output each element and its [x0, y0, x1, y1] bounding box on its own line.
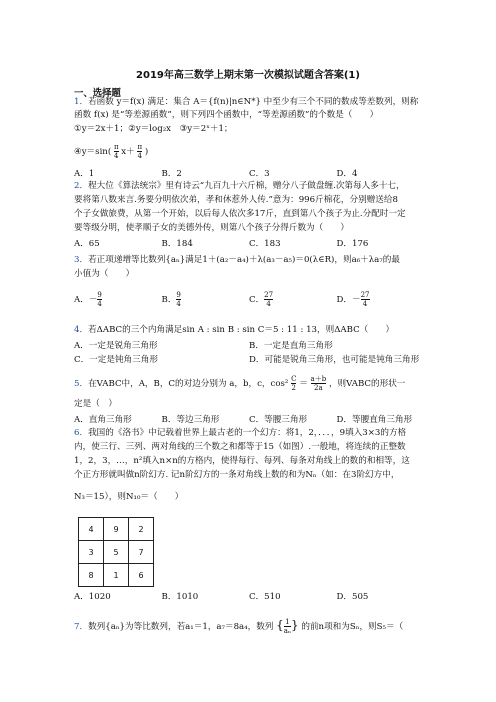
q3-options: [74, 291, 424, 308]
q4-option-b[interactable]: B．一定是直角三角形: [249, 341, 333, 351]
table-cell: 7: [129, 541, 154, 564]
q7-text-post: 的前n项和为Sₙ，则S₅＝（: [301, 622, 404, 632]
frac-denominator: 2a: [314, 384, 323, 392]
frac-numerator: 9: [176, 291, 181, 299]
q3-option-a[interactable]: [74, 291, 162, 308]
table-cell: 1: [104, 564, 129, 587]
q7-frac: [284, 618, 291, 635]
q3-line-1: [74, 255, 400, 266]
table-cell: 3: [79, 541, 104, 564]
q7-brace-left: {: [276, 618, 284, 632]
q6-text-1: 我国的《洛书》中记载着世界上最古老的一个幻方：将1，2，．．．，9填入3×3的方格: [88, 428, 407, 438]
q2-number: 2．: [74, 181, 89, 191]
q1-fn4-suffix: ): [144, 147, 149, 157]
q3-text-1: 若正项递增等比数列{aₙ}满足1＋(a₂－a₄)＋λ(a₃－a₅)＝0(λ∈R)，则a₆＋λa₇的最: [88, 255, 400, 265]
frac-denominator: 4: [362, 300, 368, 308]
frac-numerator: 9: [97, 291, 102, 299]
option-fraction: [361, 291, 370, 308]
q7-brace-right: }: [290, 618, 299, 632]
frac-numerator: 1: [285, 618, 290, 626]
frac-denominator: 4: [176, 300, 181, 308]
table-cell: 8: [79, 564, 104, 587]
q5-line-2: 定是（ ）: [74, 399, 117, 409]
q7-number: 7．: [74, 622, 89, 632]
option-label: C．: [249, 295, 265, 305]
q4-line-1: [74, 325, 394, 336]
option-label: A．－: [74, 295, 98, 305]
q5-options: [74, 413, 424, 425]
q1-functions: ①y＝2x＋1；②y＝log₂x ③y＝2ˣ＋1；: [74, 124, 233, 134]
frac-denominator: 4: [97, 300, 102, 308]
option-label: B．: [161, 295, 177, 305]
table-cell: 4: [79, 518, 104, 541]
q1-line-1: [74, 97, 418, 108]
table-cell: 6: [129, 564, 154, 587]
q5-option-d[interactable]: D．等腰直角三角形: [336, 415, 413, 425]
frac-numerator: 27: [264, 291, 274, 299]
q2-option-d[interactable]: D．176: [336, 239, 369, 249]
frac-denominator: 4: [114, 152, 119, 160]
table-cell: 9: [104, 518, 129, 541]
q4-option-a[interactable]: A．一定是锐角三角形: [74, 341, 158, 351]
q1-option-a[interactable]: A．1: [74, 169, 95, 179]
q5-frac-1: [291, 375, 296, 392]
frac-numerator: π: [137, 143, 143, 151]
table-row: [79, 564, 154, 587]
q4-number: 4．: [74, 325, 89, 335]
q5-text-pre: 在VABC中，A，B，C的对边分别为 a，b，c，cos²: [88, 379, 289, 389]
q3-option-c[interactable]: [249, 291, 337, 308]
q5-option-c[interactable]: C．等腰三角形: [249, 415, 308, 425]
q2-options: [74, 237, 424, 249]
q1-line-2: 函数 f(x) 是“等差源函数”，则下列四个函数中，“等差源函数”的个数是（ ）: [74, 110, 379, 120]
frac-numerator: C: [291, 375, 297, 383]
q4-text-1: 若ΔABC的三个内角满足sin A : sin B : sin C＝5 : 11 : 13，则ΔABC（ ）: [88, 325, 395, 335]
q5-equals: ＝: [299, 379, 308, 389]
q1-option-c[interactable]: C．3: [249, 169, 270, 179]
q3-option-b[interactable]: [162, 291, 250, 308]
page-title: 2019年高三数学上期末第一次模拟试题含答案(1): [136, 70, 360, 81]
frac-numerator: 27: [360, 291, 370, 299]
q3-line-2: 小值为（ ）: [74, 269, 135, 279]
q6-option-b[interactable]: B．1010: [161, 592, 199, 602]
q2-option-c[interactable]: C．183: [249, 239, 281, 249]
q1-option-d[interactable]: D．4: [336, 169, 358, 179]
q1-fn4-mid: x＋: [121, 147, 135, 157]
q5-text-post: ，则VABC的形状一: [328, 379, 406, 389]
q6-number: 6．: [74, 428, 89, 438]
q6-option-c[interactable]: C．510: [249, 592, 281, 602]
q5-frac-2: [311, 375, 327, 392]
frac-denominator: 2: [291, 384, 297, 392]
section-heading: 一、选择题: [74, 88, 121, 99]
q1-option-b[interactable]: B．2: [161, 169, 182, 179]
option-fraction: [264, 291, 273, 308]
frac-numerator: π: [113, 143, 119, 151]
q4-option-c[interactable]: C．一定是钝角三角形: [74, 355, 158, 365]
q2-line-2: 要将第八数来言.务要分明依次弟，孝和休惹外人传.”意为：996斤棉花，分别赠送给8: [74, 195, 398, 205]
table-row: [79, 541, 154, 564]
frac-denominator: 4: [266, 300, 271, 308]
q2-line-4: 要等级分明，使孝顺子女的美德外传，则第八个孩子分得斤数为（ ）: [74, 223, 350, 233]
q6-options: [74, 590, 424, 602]
q6-line-1: [74, 428, 406, 439]
q4-option-d[interactable]: D．可能是锐角三角形，也可能是钝角三角形: [249, 355, 420, 365]
q1-fn4-frac1: [114, 143, 119, 160]
magic-square-table: [78, 517, 154, 587]
q1-options: [74, 167, 424, 179]
q2-line-1: [74, 181, 405, 192]
q6-line-3: 1，2，3，…，n²填入n×n的方格内，使得每行、每列、每条对角线上的数的和相等，这: [74, 456, 410, 466]
q6-line-4: 个正方形就叫做n阶幻方. 记n阶幻方的一条对角线上数的和为Nₙ（如：在3阶幻方中，: [74, 470, 400, 480]
q3-number: 3．: [74, 255, 89, 265]
q1-fn4-prefix: ④y＝sin(: [74, 147, 112, 157]
table-row: [79, 518, 154, 541]
option-label: D．－: [336, 295, 361, 305]
q2-line-3: 个子女做旅费，从第一个开始，以后每人依次多17斤，直到第八个孩子为止.分配时一定: [74, 209, 406, 219]
option-fraction: [97, 291, 101, 308]
frac-numerator: a＋b: [310, 375, 327, 383]
q5-option-b[interactable]: B．等边三角形: [161, 415, 220, 425]
q6-option-d[interactable]: D．505: [336, 592, 369, 602]
frac-denominator: aₙ: [283, 627, 291, 635]
q6-option-a[interactable]: A．1020: [74, 592, 111, 602]
q5-option-a[interactable]: A．直角三角形: [74, 415, 132, 425]
q7-text-pre: 数列{aₙ}为等比数列，若a₁＝1，a₇＝8a₄，数列: [88, 622, 274, 632]
q1-number: 1．: [74, 97, 89, 107]
q5-line-1: [74, 375, 405, 392]
q6-line-2: 内，使三行、三列、两对角线的三个数之和都等于15（如图）.一般地，将连续的正整数: [74, 442, 406, 452]
frac-denominator: 4: [137, 152, 142, 160]
q7-line-1: [74, 618, 403, 635]
q5-number: 5．: [74, 379, 89, 389]
q1-function-4: [74, 143, 148, 160]
table-cell: 5: [104, 541, 129, 564]
q2-option-b[interactable]: B．184: [161, 239, 193, 249]
q4-options-row-1: [74, 339, 424, 351]
q4-options-row-2: [74, 353, 424, 365]
q3-option-d[interactable]: [337, 291, 425, 308]
option-fraction: [176, 291, 180, 308]
q2-text-1: 程大位《算法统宗》里有诗云“九百九十六斤棉，赠分八子做盘缠.次第每人多十七，: [88, 181, 405, 191]
q1-stem-1: 若函数 y＝f(x) 满足：集合 A＝{f(n)|n∈N*} 中至少有三个不同的数成等差数列，则称: [88, 97, 419, 107]
q2-option-a[interactable]: A．65: [74, 239, 100, 249]
table-cell: 2: [129, 518, 154, 541]
q1-fn4-frac2: [137, 143, 142, 160]
q6-line-5: N₃＝15），则N₁₀＝（ ）: [74, 492, 184, 502]
